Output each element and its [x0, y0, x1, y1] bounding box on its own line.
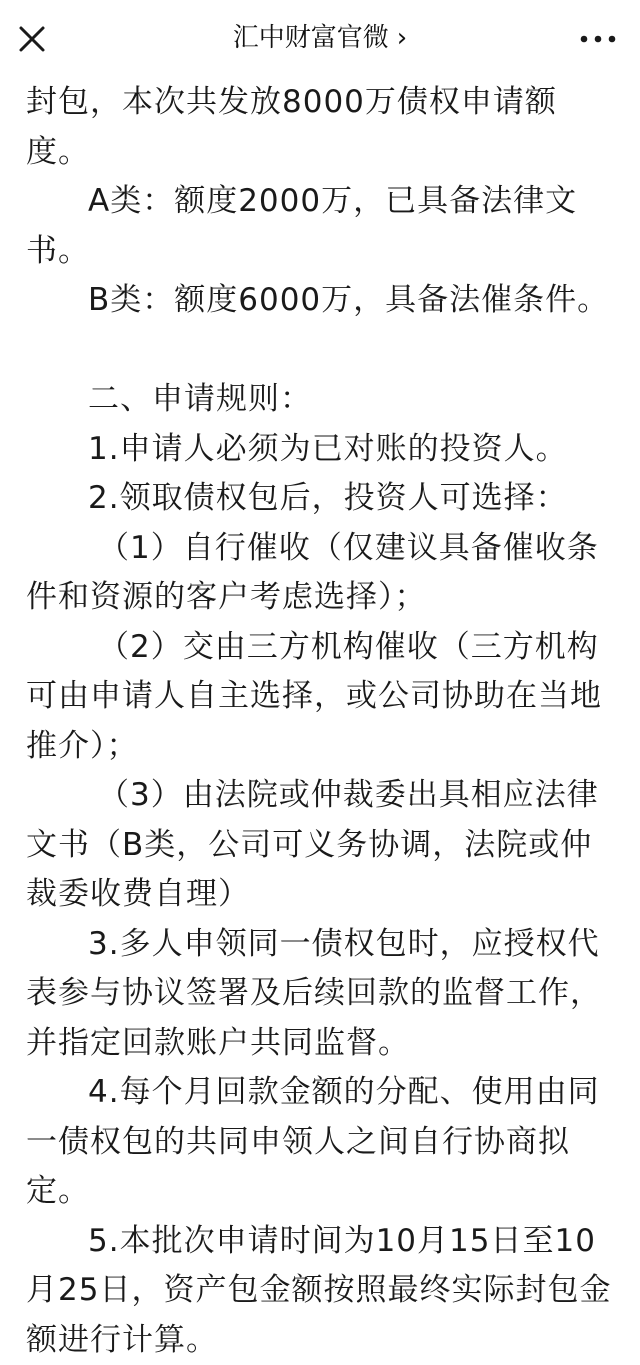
account-name: 汇中财富官微	[233, 18, 389, 58]
more-dots-icon	[578, 24, 618, 54]
chevron-right-icon: ›	[397, 18, 407, 58]
article-paragraph: 封包，本次共发放8000万债权申请额度。	[26, 78, 618, 177]
article-paragraph: A类：额度2000万，已具备法律文书。	[26, 177, 618, 276]
top-navigation-bar	[0, 0, 640, 78]
close-button[interactable]	[14, 21, 50, 57]
article-paragraph: 4.每个月回款金额的分配、使用由同一债权包的共同申领人之间自行协商拟定。	[26, 1068, 618, 1217]
article-paragraph: （1）自行催收（仅建议具备催收条件和资源的客户考虑选择）；	[26, 524, 618, 623]
article-paragraph: 3.多人申领同一债权包时，应授权代表参与协议签署及后续回款的监督工作，并指定回款账户共同监督。	[26, 920, 618, 1069]
blank-line	[26, 326, 618, 376]
article-paragraph: 2.领取债权包后，投资人可选择：	[26, 474, 618, 524]
article-paragraph: B类：额度6000万，具备法催条件。	[26, 276, 618, 326]
page-title	[0, 18, 640, 58]
account-name-link[interactable]	[233, 18, 407, 58]
close-icon	[14, 21, 50, 57]
article-paragraph: （2）交由三方机构催收（三方机构可由申请人自主选择，或公司协助在当地推介）；	[26, 623, 618, 772]
more-options-button[interactable]	[578, 24, 618, 54]
article-body	[26, 78, 618, 1365]
article-paragraph: 1.申请人必须为已对账的投资人。	[26, 425, 618, 475]
article-paragraph: （3）由法院或仲裁委出具相应法律文书（B类，公司可义务协调，法院或仲裁委收费自理）	[26, 771, 618, 920]
article-paragraph: 5.本批次申请时间为10月15日至10月25日，资产包金额按照最终实际封包金额进行计算。	[26, 1217, 618, 1365]
section-heading: 二、申请规则：	[26, 375, 618, 425]
